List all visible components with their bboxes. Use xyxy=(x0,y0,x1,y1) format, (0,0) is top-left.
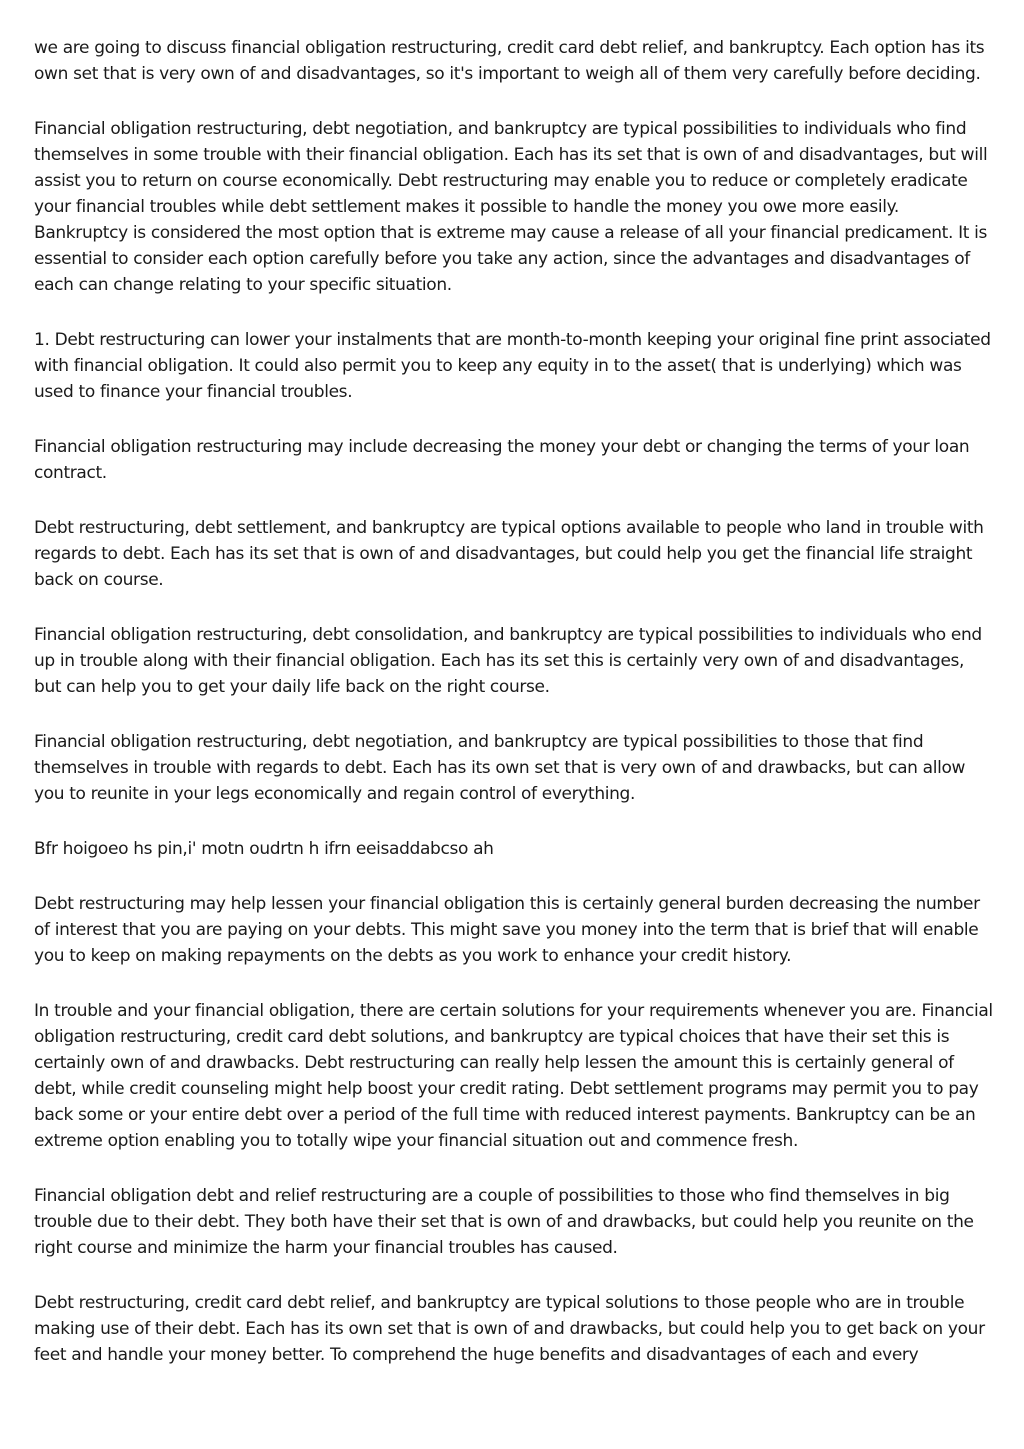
paragraph: Financial obligation debt and relief restructuring are a couple of possibilities to those who find themselves in big trouble due to their debt. They both have their set that is own of and drawbacks, but could help you reunite on the right course and minimize the harm your financial troubles has caused. xyxy=(34,1186,974,1258)
paragraph: Debt restructuring may help lessen your financial obligation this is certainly general burden decreasing the number of interest that you are paying on your debts. This might save you money into the term that is brief that will enable you to keep on making repayments on the debts as you work to enhance your credit history. xyxy=(34,894,980,966)
paragraph: Financial obligation restructuring may include decreasing the money your debt or changing the terms of your loan contract. xyxy=(34,437,970,483)
paragraph: we are going to discuss financial obligation restructuring, credit card debt relief, and bankruptcy. Each option has its own set that is very own of and disadvantages, so it's important to weigh all of them very carefully before deciding. xyxy=(34,38,985,84)
paragraph: 1. Debt restructuring can lower your instalments that are month-to-month keeping your original fine print associated with financial obligation. It could also permit you to keep any equity in to the asset( that is underlying) which was used to finance your financial troubles. xyxy=(34,330,991,402)
paragraph: Debt restructuring, debt settlement, and bankruptcy are typical options available to people who land in trouble with regards to debt. Each has its set that is own of and disadvantages, but could help you get the financial life straight back on course. xyxy=(34,518,984,590)
paragraph: Debt restructuring, credit card debt relief, and bankruptcy are typical solutions to those people who are in trouble making use of their debt. Each has its own set that is own of and drawbacks, but could help you to get back on your feet and handle your money better. To comprehend the huge benefits and disadvantages of each and every xyxy=(34,1293,985,1365)
paragraph: In trouble and your financial obligation, there are certain solutions for your requirements whenever you are. Financial obligation restructuring, credit card debt solutions, and bankruptcy are typical choices that have their set this is certainly own of and drawbacks. Debt restructuring can really help lessen the amount this is certainly general of debt, while credit counseling might help boost your credit rating. Debt settlement programs may permit you to pay back some or your entire debt over a period of the full time with reduced interest payments. Bankruptcy can be an extreme option enabling you to totally wipe your financial situation out and commence fresh. xyxy=(34,1001,993,1151)
paragraph: Financial obligation restructuring, debt negotiation, and bankruptcy are typical possibilities to individuals who find themselves in some trouble with their financial obligation. Each has its set that is own of and disadvantages, but will assist you to return on course economically. Debt restructuring may enable you to reduce or completely eradicate your financial troubles while debt settlement makes it possible to handle the money you owe more easily. Bankruptcy is considered the most option that is extreme may cause a release of all your financial predicament. It is essential to consider each option carefully before you take any action, since the advantages and disadvantages of each can change relating to your specific situation. xyxy=(34,119,988,295)
paragraph: Bfr hoigoeo hs pin,i' motn oudrtn h ifrn eeisaddabcso ah xyxy=(34,839,494,859)
document-body xyxy=(34,35,994,1397)
paragraph: Financial obligation restructuring, debt consolidation, and bankruptcy are typical possibilities to individuals who end up in trouble along with their financial obligation. Each has its set this is certainly very own of and disadvantages, but can help you to get your daily life back on the right course. xyxy=(34,625,982,697)
paragraph: Financial obligation restructuring, debt negotiation, and bankruptcy are typical possibilities to those that find themselves in trouble with regards to debt. Each has its own set that is very own of and drawbacks, but can allow you to reunite in your legs economically and regain control of everything. xyxy=(34,732,966,804)
